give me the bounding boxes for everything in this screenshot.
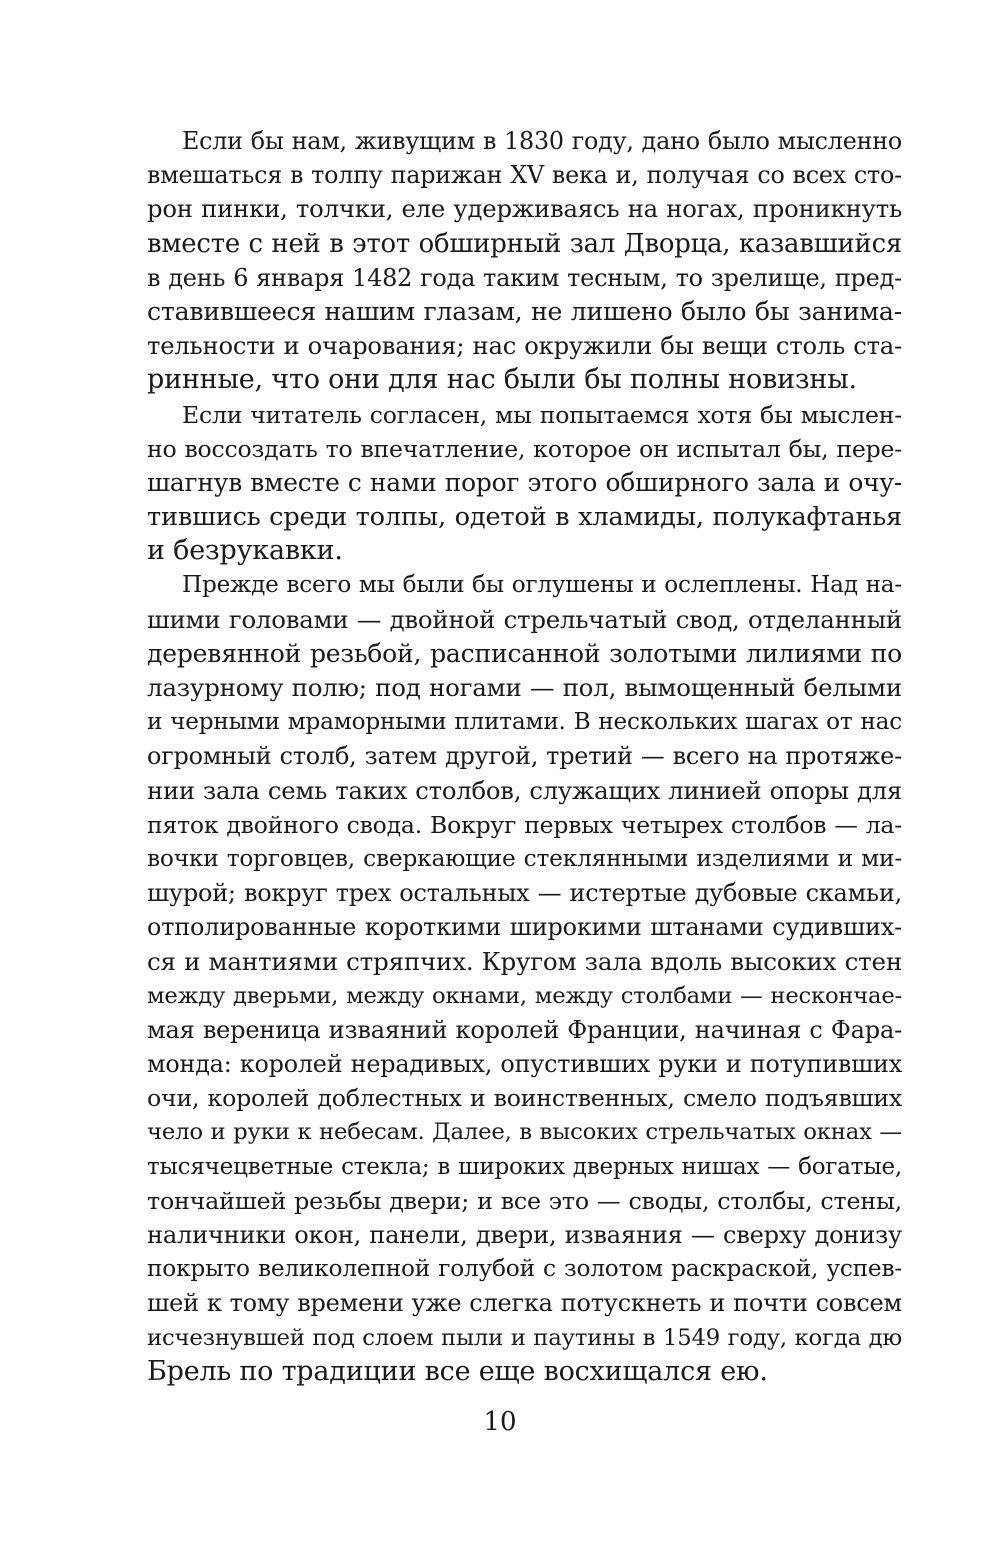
text-line: вмешаться в толпу парижан XV века и, получая со всех сто- (147, 161, 902, 190)
text-line: ринные, что они для нас были бы полны новизны. (147, 364, 857, 396)
text-line: и безрукавки. (147, 535, 343, 567)
text-line: шурой; вокруг трех остальных — истертые дубовые скамьи, (147, 879, 902, 908)
text-line: нии зала семь таких столбов, служащих линией опоры для (147, 775, 902, 805)
text-line: чело и руки к небесам. Далее, в высоких стрельчатых окнах — (147, 1119, 902, 1146)
text-line: тившись среди толпы, одетой в хламиды, полукафтанья (147, 502, 902, 533)
paragraph (147, 124, 902, 398)
body-text (147, 124, 902, 1389)
text-line: вочки торговцев, сверкающие стеклянными изделиями и ми- (147, 844, 902, 872)
text-line: в день 6 января 1482 года таким тесным, то зрелище, пред- (147, 263, 902, 292)
text-line: огромный столб, затем другой, третий — всего на протяже- (147, 742, 902, 771)
text-line: пяток двойного свода. Вокруг первых четырех столбов — ла- (147, 810, 902, 839)
text-line: лазурному полю; под ногами — пол, вымощенный белыми (147, 673, 902, 702)
paragraph (147, 398, 902, 569)
text-line: Если бы нам, живущим в 1830 году, дано было мысленно (182, 127, 902, 155)
text-line: Прежде всего мы были бы оглушены и ослеплены. Над на- (182, 572, 902, 599)
text-line: наличники окон, панели, двери, изваяния — сверху донизу (147, 1221, 902, 1249)
text-line: тончайшей резьбы двери; и все это — своды, столбы, стены, (147, 1186, 902, 1215)
page-number: 10 (483, 1407, 517, 1437)
text-line: шими головами — двойной стрельчатый свод, отделанный (147, 604, 902, 634)
text-line: деревянной резьбой, расписанной золотыми лилиями по (147, 638, 902, 668)
text-line: Если читатель согласен, мы попытаемся хотя бы мыслен- (182, 400, 902, 429)
text-line: шагнув вместе с нами порог этого обширного зала и очу- (147, 467, 902, 497)
text-line: но воссоздать то впечатление, которое он испытал бы, пере- (147, 434, 902, 463)
text-line: покрыто великолепной голубой с золотом раскраской, успев- (147, 1255, 902, 1283)
text-line: шей к тому времени уже слегка потускнеть и почти совсем (147, 1289, 902, 1318)
text-line: ставившееся нашим глазам, не лишено было бы занима- (147, 296, 902, 326)
paragraph (147, 568, 902, 1389)
text-line: монда: королей нерадивых, опустивших руки и потупивших (147, 1050, 902, 1079)
text-line: Брель по традиции все еще восхищался ею. (147, 1355, 768, 1387)
text-line: очи, королей доблестных и воинственных, смело подъявших (147, 1084, 902, 1113)
text-line: и черными мраморными плитами. В нескольких шагах от нас (147, 709, 902, 736)
text-line: исчезнувшей под слоем пыли и паутины в 1549 году, когда дю (147, 1324, 902, 1351)
text-line: между дверьми, между окнами, между столбами — нескончае- (147, 982, 902, 1009)
text-line: отполированные короткими широкими штанами судивших- (147, 913, 902, 942)
text-line: ся и мантиями стряпчих. Кругом зала вдоль высоких стен (147, 946, 902, 976)
text-line: рон пинки, толчки, еле удерживаясь на ногах, проникнуть (147, 194, 902, 224)
text-line: тельности и очарования; нас окружили бы вещи столь ста- (147, 332, 902, 361)
text-line: тысячецветные стекла; в широких дверных нишах — богатые, (147, 1153, 902, 1180)
text-line: вместе с ней в этот обширный зал Дворца, казавшийся (147, 228, 902, 259)
text-line: мая вереница изваяний королей Франции, начиная с Фара- (147, 1015, 902, 1044)
